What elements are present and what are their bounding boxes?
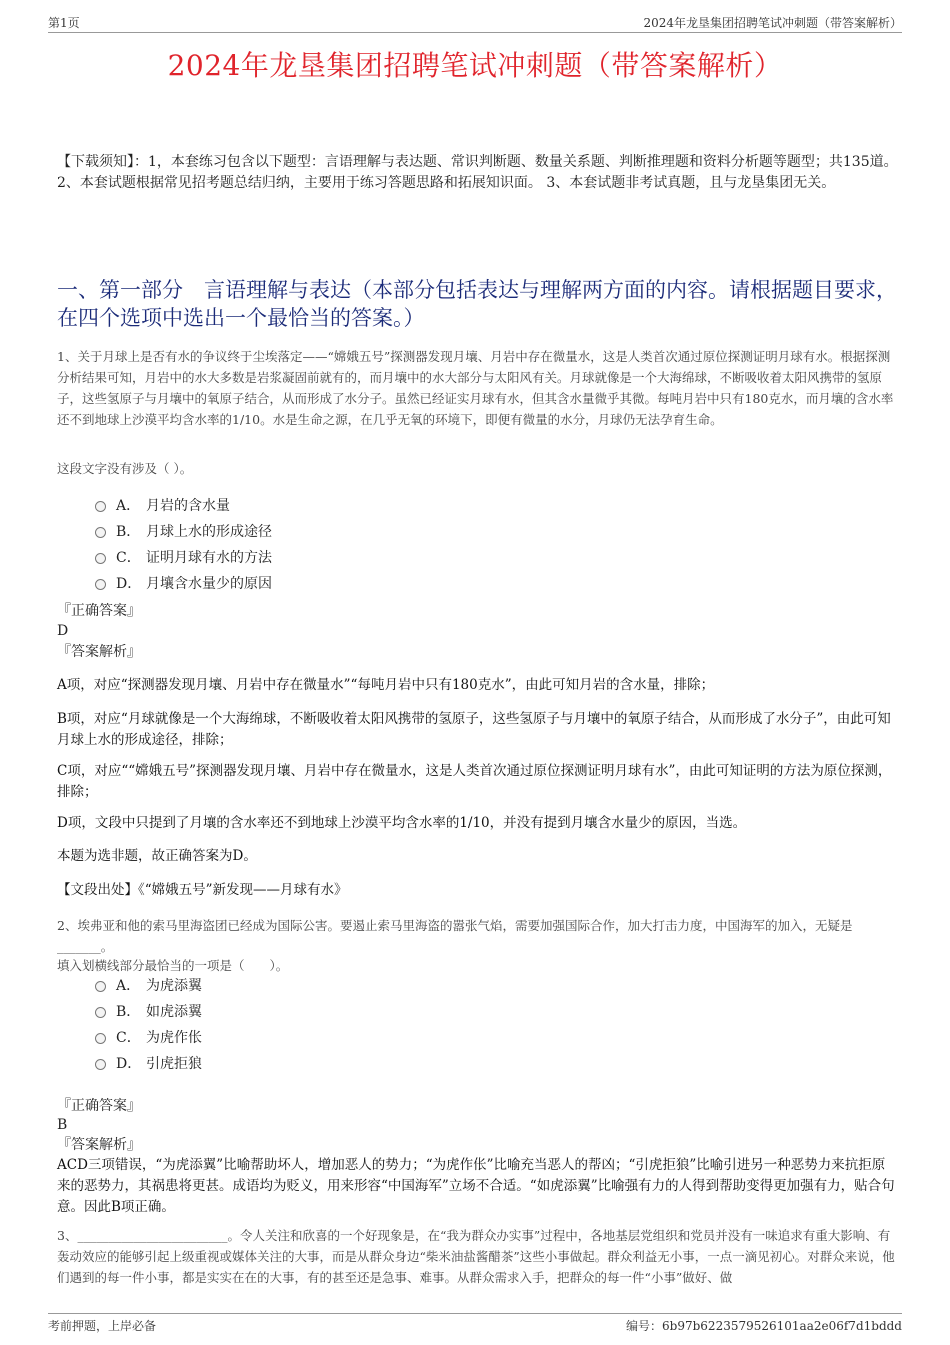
q2-prompt: 填入划横线部分最恰当的一项是（ ）。	[57, 958, 289, 973]
footer-slogan: 考前押题，上岸必备	[48, 1319, 157, 1333]
page-footer	[48, 1313, 902, 1337]
q2-analysis-label: 『答案解析』	[57, 1137, 141, 1153]
q1-answer: D	[57, 623, 69, 639]
q1-option-a[interactable]: A． 月岩的含水量	[95, 496, 230, 516]
q3-stem: 3、________________________。令人关注和欣喜的一个好现象是，在“我为群众办实事”过程中，各地基层党组织和党员并没有一味追求有重大影响、有轰动效应的能够引起上级重视或媒体关注的大事，而是从群众身边“柴米油盐酱醋茶”这些小事做起。群众利益无小事，一点一滴见初心。对群众来说，他们遇到的每一件小事，都是实实在在的大事，有的甚至还是急事、难事。从群众需求入手，把群众的每一件“小事”做好、做	[57, 1228, 895, 1285]
radio-icon[interactable]	[95, 527, 106, 538]
q1-answer-label: 『正确答案』	[57, 603, 141, 619]
q1-source: 【文段出处】《“嫦娥五号”新发现——月球有水》	[57, 882, 348, 898]
radio-icon[interactable]	[95, 553, 106, 564]
document-title: 2024年龙垦集团招聘笔试冲刺题（带答案解析）	[167, 49, 783, 82]
q2-option-c[interactable]: C． 为虎作伥	[95, 1028, 202, 1048]
q1-stem: 1、关于月球上是否有水的争议终于尘埃落定——“嫦娥五号”探测器发现月壤、月岩中存在微量水，这是人类首次通过原位探测证明月球有水。根据探测分析结果可知，月岩中的水大多数是岩浆凝固前就有的，而月壤中的水大部分与太阳风有关。月球就像是一个大海绵球，不断吸收着太阳风携带的氢原子，这些氢原子与月壤中的氧原子结合，从而形成了水分子。虽然已经证实月球有水，但其含水量微乎其微。每吨月岩中只有180克水，而月壤的含水率还不到地球上沙漠平均含水率的1/10。水是生命之源，在几乎无氧的环境下，即便有微量的水分，月球仍无法孕育生命。	[57, 349, 894, 427]
q1-option-c[interactable]: C． 证明月球有水的方法	[95, 548, 272, 568]
section-heading: 一、第一部分 言语理解与表达（本部分包括表达与理解两方面的内容。请根据题目要求，在四个选项中选出一个最恰当的答案。）	[57, 278, 897, 330]
radio-icon[interactable]	[95, 579, 106, 590]
q1-analysis-a: A项，对应“探测器发现月壤、月岩中存在微量水”“每吨月岩中只有180克水”，由此可知月岩的含水量，排除；	[57, 677, 715, 693]
footer-doc-id: 编号：6b97b6223579526101aa2e06f7d1bddd	[626, 1319, 902, 1333]
q2-option-b[interactable]: B． 如虎添翼	[95, 1002, 202, 1022]
q2-option-a[interactable]: A． 为虎添翼	[95, 976, 202, 996]
q1-analysis-c: C项，对应““嫦娥五号”探测器发现月壤、月岩中存在微量水，这是人类首次通过原位探测证明月球有水”，由此可知证明的方法为原位探测，排除；	[57, 763, 892, 800]
q2-stem: 2、埃弗亚和他的索马里海盗团已经成为国际公害。要遏止索马里海盗的嚣张气焰，需要加强国际合作，加大打击力度，中国海军的加入，无疑是_______。	[57, 918, 853, 954]
download-notice: 【下载须知】：1，本套练习包含以下题型：言语理解与表达题、常识判断题、数量关系题、判断推理题和资料分析题等题型；共135道。 2、本套试题根据常见招考题总结归纳，主要用于练习答题思路和拓展知识面。 3、本套试题非考试真题，且与龙垦集团无关。	[57, 154, 898, 191]
q1-conclusion: 本题为选非题，故正确答案为D。	[57, 848, 257, 864]
radio-icon[interactable]	[95, 1033, 106, 1044]
page-header	[48, 14, 902, 33]
q1-prompt: 这段文字没有涉及（ ）。	[57, 461, 193, 476]
q2-option-d[interactable]: D． 引虎拒狼	[95, 1054, 202, 1074]
q1-option-b[interactable]: B． 月球上水的形成途径	[95, 522, 272, 542]
q2-answer-label: 『正确答案』	[57, 1098, 141, 1114]
page-number: 第1页	[48, 16, 80, 30]
header-doc-title: 2024年龙垦集团招聘笔试冲刺题（带答案解析）	[643, 16, 902, 30]
radio-icon[interactable]	[95, 1059, 106, 1070]
radio-icon[interactable]	[95, 981, 106, 992]
q1-analysis-label: 『答案解析』	[57, 644, 141, 660]
q1-analysis-d: D项，文段中只提到了月壤的含水率还不到地球上沙漠平均含水率的1/10，并没有提到月壤含水量少的原因，当选。	[57, 815, 747, 831]
q1-analysis-b: B项，对应“月球就像是一个大海绵球，不断吸收着太阳风携带的氢原子，这些氢原子与月壤中的氧原子结合，从而形成了水分子”，由此可知月球上水的形成途径，排除；	[57, 711, 891, 748]
radio-icon[interactable]	[95, 501, 106, 512]
q2-answer: B	[57, 1117, 68, 1133]
q2-analysis: ACD三项错误，“为虎添翼”比喻帮助坏人，增加恶人的势力；“为虎作伥”比喻充当恶人的帮凶；“引虎拒狼”比喻引进另一种恶势力来抗拒原来的恶势力，其祸患将更甚。成语均为贬义，用来形容“中国海军”立场不合适。“如虎添翼”比喻强有力的人得到帮助变得更加强有力，贴合句意。因此B项正确。	[57, 1157, 895, 1215]
radio-icon[interactable]	[95, 1007, 106, 1018]
q1-option-d[interactable]: D． 月壤含水量少的原因	[95, 574, 272, 594]
